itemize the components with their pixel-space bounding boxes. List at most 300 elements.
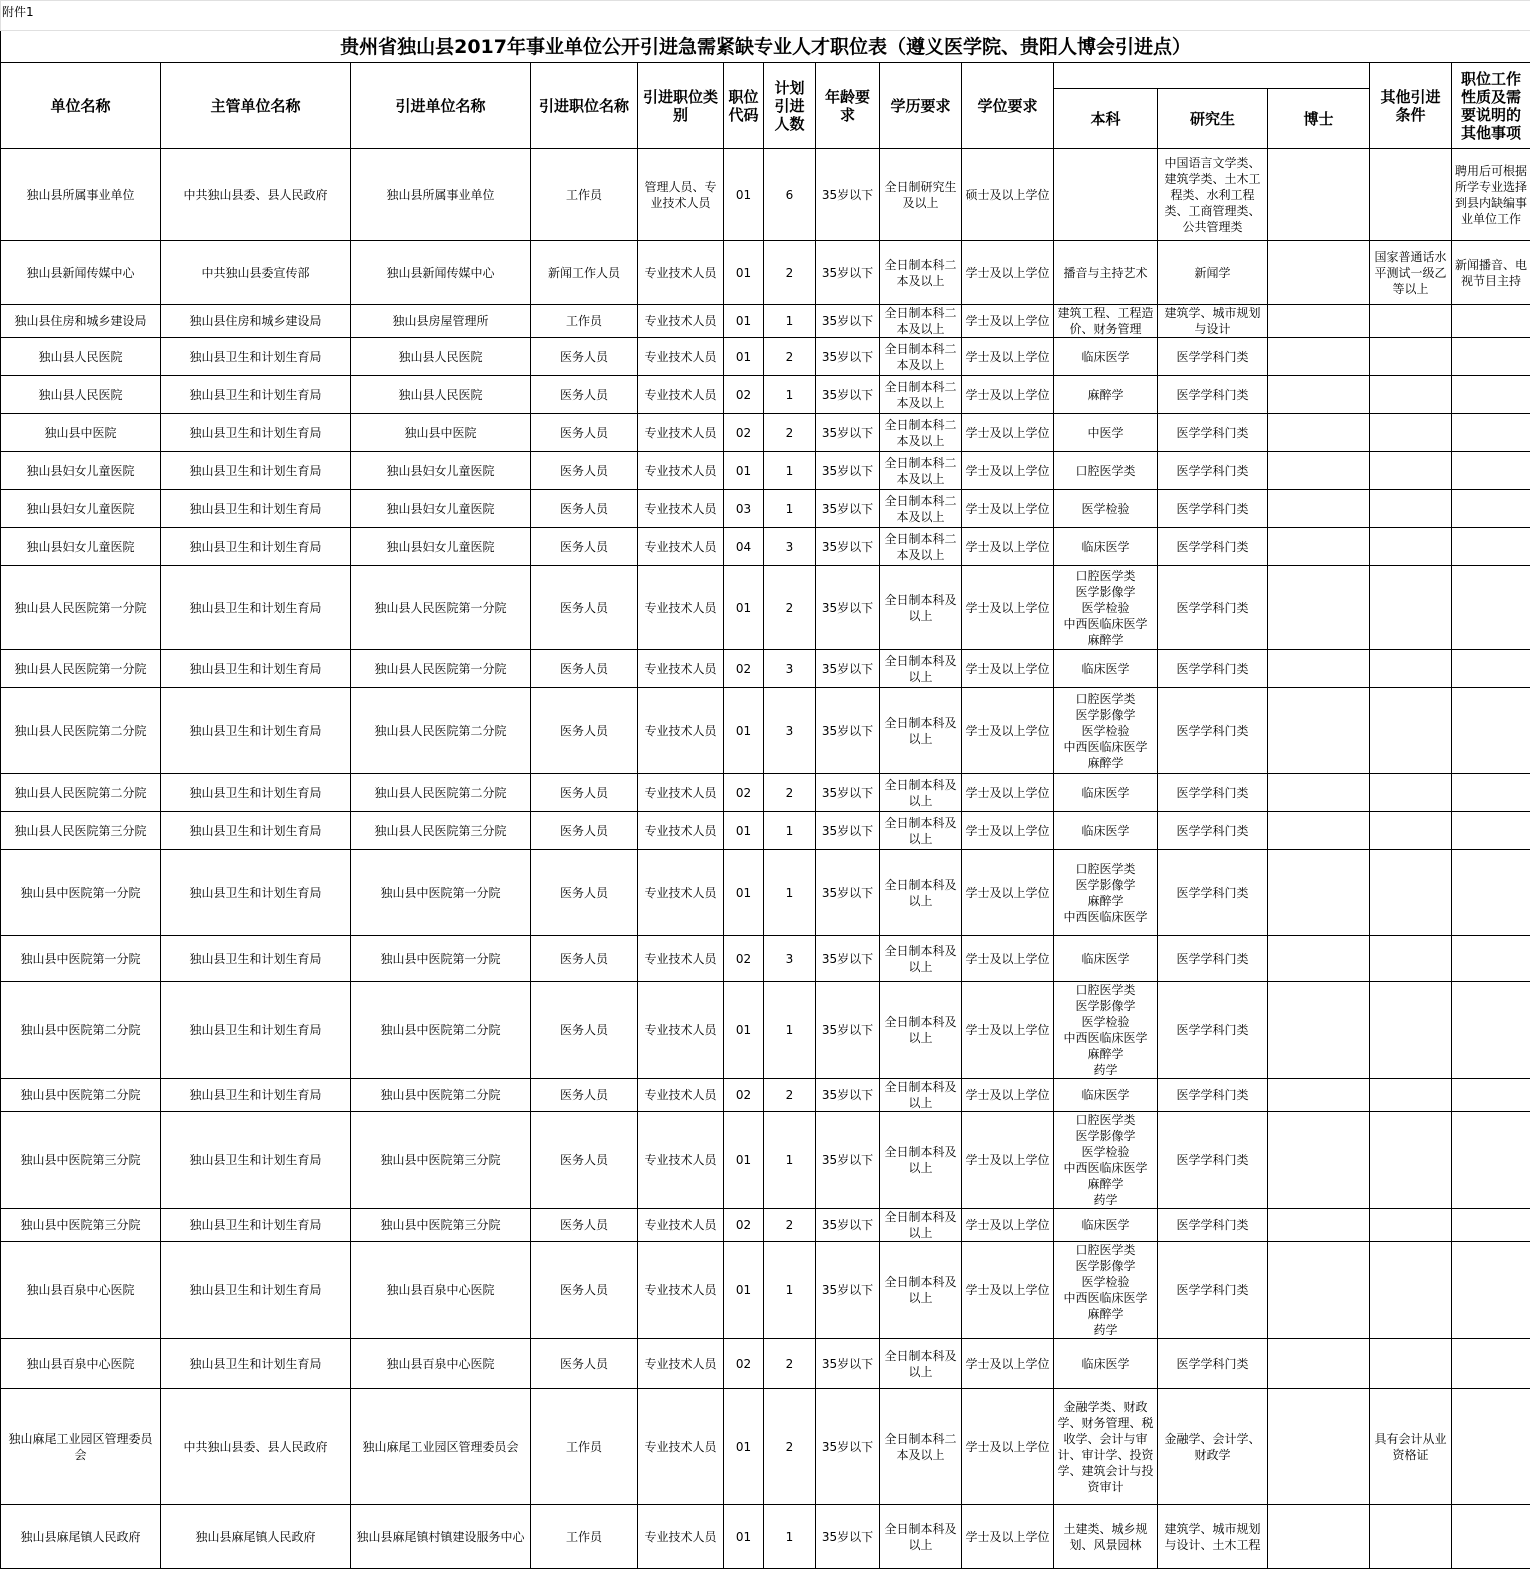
cell-degree: 学士及以上学位	[962, 1505, 1054, 1569]
cell-employer: 独山县中医院第一分院	[351, 850, 531, 936]
cell-employer: 独山县百泉中心医院	[351, 1242, 531, 1339]
cell-edu: 全日制本科及以上	[880, 650, 962, 688]
cell-type: 专业技术人员	[638, 528, 724, 566]
cell-code: 02	[724, 1079, 764, 1112]
cell-employer: 独山县中医院第二分院	[351, 982, 531, 1079]
cell-doctor	[1268, 1339, 1370, 1389]
cell-employer: 独山县麻尾镇村镇建设服务中心	[351, 1505, 531, 1569]
cell-count: 1	[764, 452, 816, 490]
cell-type: 专业技术人员	[638, 1079, 724, 1112]
cell-notes	[1452, 376, 1530, 414]
cell-code: 01	[724, 305, 764, 338]
cell-edu: 全日制本科及以上	[880, 688, 962, 774]
cell-type: 专业技术人员	[638, 338, 724, 376]
cell-unit: 独山县中医院第三分院	[1, 1209, 161, 1242]
cell-post: 工作员	[531, 1389, 638, 1505]
cell-bachelor: 临床医学	[1054, 1339, 1158, 1389]
cell-type: 专业技术人员	[638, 566, 724, 650]
cell-type: 专业技术人员	[638, 850, 724, 936]
cell-code: 02	[724, 650, 764, 688]
table-row	[1, 376, 1530, 414]
cell-unit: 独山县麻尾镇人民政府	[1, 1505, 161, 1569]
cell-unit: 独山县中医院第三分院	[1, 1112, 161, 1209]
cell-notes	[1452, 528, 1530, 566]
table-row	[1, 305, 1530, 338]
cell-edu: 全日制本科二本及以上	[880, 414, 962, 452]
cell-code: 01	[724, 338, 764, 376]
cell-count: 1	[764, 1242, 816, 1339]
cell-other	[1370, 414, 1452, 452]
cell-type: 专业技术人员	[638, 1505, 724, 1569]
cell-master: 中国语言文学类、建筑学类、土木工程类、水利工程类、工商管理类、公共管理类	[1158, 149, 1268, 241]
cell-degree: 学士及以上学位	[962, 1339, 1054, 1389]
cell-type: 专业技术人员	[638, 1389, 724, 1505]
cell-code: 01	[724, 452, 764, 490]
cell-supervisor: 独山县卫生和计划生育局	[161, 452, 351, 490]
cell-master: 金融学、会计学、财政学	[1158, 1389, 1268, 1505]
cell-age: 35岁以下	[816, 650, 880, 688]
cell-other	[1370, 1339, 1452, 1389]
cell-doctor	[1268, 566, 1370, 650]
cell-other: 国家普通话水平测试一级乙等以上	[1370, 241, 1452, 305]
cell-employer: 独山县百泉中心医院	[351, 1339, 531, 1389]
cell-doctor	[1268, 1112, 1370, 1209]
table-row	[1, 241, 1530, 305]
cell-code: 04	[724, 528, 764, 566]
cell-type: 管理人员、专业技术人员	[638, 149, 724, 241]
header-employer: 引进单位名称	[351, 63, 531, 149]
cell-supervisor: 独山县卫生和计划生育局	[161, 936, 351, 982]
cell-doctor	[1268, 490, 1370, 528]
table-row	[1, 1112, 1530, 1209]
cell-employer: 独山县妇女儿童医院	[351, 528, 531, 566]
header-degree: 学位要求	[962, 63, 1054, 149]
cell-doctor	[1268, 850, 1370, 936]
cell-unit: 独山县百泉中心医院	[1, 1339, 161, 1389]
cell-age: 35岁以下	[816, 1242, 880, 1339]
cell-edu: 全日制本科二本及以上	[880, 305, 962, 338]
cell-supervisor: 独山县卫生和计划生育局	[161, 338, 351, 376]
header-post-name: 引进职位名称	[531, 63, 638, 149]
cell-code: 02	[724, 1209, 764, 1242]
cell-edu: 全日制本科二本及以上	[880, 1389, 962, 1505]
cell-notes	[1452, 812, 1530, 850]
cell-master: 建筑学、城市规划与设计、土木工程	[1158, 1505, 1268, 1569]
cell-doctor	[1268, 688, 1370, 774]
cell-doctor	[1268, 774, 1370, 812]
cell-code: 01	[724, 1389, 764, 1505]
cell-degree: 学士及以上学位	[962, 850, 1054, 936]
cell-supervisor: 独山县卫生和计划生育局	[161, 490, 351, 528]
cell-doctor	[1268, 1505, 1370, 1569]
cell-code: 02	[724, 414, 764, 452]
cell-code: 01	[724, 1505, 764, 1569]
cell-edu: 全日制本科二本及以上	[880, 452, 962, 490]
cell-bachelor: 麻醉学	[1054, 376, 1158, 414]
cell-bachelor: 口腔医学类 医学影像学 麻醉学 中西医临床医学	[1054, 850, 1158, 936]
cell-employer: 独山县人民医院第三分院	[351, 812, 531, 850]
cell-post: 医务人员	[531, 338, 638, 376]
cell-employer: 独山县所属事业单位	[351, 149, 531, 241]
cell-bachelor: 临床医学	[1054, 812, 1158, 850]
table-row	[1, 982, 1530, 1079]
cell-edu: 全日制本科二本及以上	[880, 528, 962, 566]
header-age: 年龄要求	[816, 63, 880, 149]
table-row	[1, 1339, 1530, 1389]
cell-age: 35岁以下	[816, 850, 880, 936]
cell-doctor	[1268, 936, 1370, 982]
cell-type: 专业技术人员	[638, 812, 724, 850]
cell-degree: 学士及以上学位	[962, 812, 1054, 850]
cell-master: 医学学科门类	[1158, 688, 1268, 774]
cell-bachelor: 临床医学	[1054, 936, 1158, 982]
cell-degree: 学士及以上学位	[962, 1209, 1054, 1242]
cell-age: 35岁以下	[816, 414, 880, 452]
cell-code: 01	[724, 982, 764, 1079]
cell-post: 工作员	[531, 1505, 638, 1569]
cell-code: 01	[724, 812, 764, 850]
cell-doctor	[1268, 338, 1370, 376]
table-row	[1, 1505, 1530, 1569]
cell-age: 35岁以下	[816, 1079, 880, 1112]
cell-master: 医学学科门类	[1158, 528, 1268, 566]
table-row	[1, 850, 1530, 936]
cell-post: 医务人员	[531, 566, 638, 650]
cell-notes	[1452, 774, 1530, 812]
cell-supervisor: 独山县卫生和计划生育局	[161, 566, 351, 650]
cell-employer: 独山县妇女儿童医院	[351, 452, 531, 490]
cell-degree: 学士及以上学位	[962, 305, 1054, 338]
cell-code: 02	[724, 376, 764, 414]
cell-post: 医务人员	[531, 1209, 638, 1242]
cell-post: 医务人员	[531, 1242, 638, 1339]
cell-doctor	[1268, 305, 1370, 338]
cell-supervisor: 中共独山县委、县人民政府	[161, 1389, 351, 1505]
cell-employer: 独山县房屋管理所	[351, 305, 531, 338]
cell-other	[1370, 566, 1452, 650]
cell-master: 医学学科门类	[1158, 1242, 1268, 1339]
page-title: 贵州省独山县2017年事业单位公开引进急需紧缺专业人才职位表（遵义医学院、贵阳人博会引进点）	[1, 31, 1530, 63]
cell-supervisor: 独山县卫生和计划生育局	[161, 1079, 351, 1112]
cell-degree: 学士及以上学位	[962, 1242, 1054, 1339]
cell-count: 1	[764, 305, 816, 338]
cell-degree: 硕士及以上学位	[962, 149, 1054, 241]
table-row	[1, 338, 1530, 376]
cell-notes	[1452, 850, 1530, 936]
cell-count: 1	[764, 376, 816, 414]
cell-edu: 全日制本科及以上	[880, 936, 962, 982]
cell-type: 专业技术人员	[638, 774, 724, 812]
cell-other	[1370, 936, 1452, 982]
cell-count: 1	[764, 490, 816, 528]
cell-supervisor: 独山县卫生和计划生育局	[161, 774, 351, 812]
cell-bachelor: 临床医学	[1054, 1079, 1158, 1112]
cell-count: 1	[764, 1505, 816, 1569]
cell-master: 医学学科门类	[1158, 490, 1268, 528]
cell-post: 医务人员	[531, 528, 638, 566]
cell-age: 35岁以下	[816, 1209, 880, 1242]
cell-supervisor: 中共独山县委、县人民政府	[161, 149, 351, 241]
cell-edu: 全日制本科及以上	[880, 566, 962, 650]
cell-count: 1	[764, 812, 816, 850]
cell-employer: 独山县人民医院	[351, 338, 531, 376]
cell-type: 专业技术人员	[638, 490, 724, 528]
cell-other	[1370, 338, 1452, 376]
cell-age: 35岁以下	[816, 376, 880, 414]
cell-bachelor: 金融学类、财政学、财务管理、税收学、会计与审计、审计学、投资学、建筑会计与投资审计	[1054, 1389, 1158, 1505]
cell-notes	[1452, 1112, 1530, 1209]
cell-count: 3	[764, 688, 816, 774]
cell-count: 6	[764, 149, 816, 241]
cell-notes	[1452, 982, 1530, 1079]
cell-age: 35岁以下	[816, 982, 880, 1079]
cell-post: 医务人员	[531, 774, 638, 812]
cell-bachelor: 口腔医学类 医学影像学 医学检验 中西医临床医学 麻醉学	[1054, 688, 1158, 774]
cell-post: 医务人员	[531, 490, 638, 528]
cell-other	[1370, 774, 1452, 812]
cell-notes	[1452, 566, 1530, 650]
cell-employer: 独山县中医院第三分院	[351, 1112, 531, 1209]
cell-age: 35岁以下	[816, 1339, 880, 1389]
attachment-row	[1, 1, 1530, 31]
cell-age: 35岁以下	[816, 774, 880, 812]
cell-other	[1370, 982, 1452, 1079]
cell-bachelor: 口腔医学类	[1054, 452, 1158, 490]
cell-count: 3	[764, 528, 816, 566]
cell-type: 专业技术人员	[638, 688, 724, 774]
cell-degree: 学士及以上学位	[962, 1079, 1054, 1112]
cell-other	[1370, 812, 1452, 850]
cell-master: 医学学科门类	[1158, 1079, 1268, 1112]
header-supervisor: 主管单位名称	[161, 63, 351, 149]
cell-age: 35岁以下	[816, 812, 880, 850]
cell-post: 医务人员	[531, 1079, 638, 1112]
cell-type: 专业技术人员	[638, 376, 724, 414]
cell-notes: 新闻播音、电视节目主持	[1452, 241, 1530, 305]
cell-doctor	[1268, 982, 1370, 1079]
cell-degree: 学士及以上学位	[962, 982, 1054, 1079]
cell-edu: 全日制本科及以上	[880, 982, 962, 1079]
cell-notes	[1452, 1209, 1530, 1242]
header-doctor: 博士	[1268, 89, 1370, 149]
cell-count: 2	[764, 774, 816, 812]
cell-other: 具有会计从业资格证	[1370, 1389, 1452, 1505]
cell-count: 2	[764, 338, 816, 376]
cell-bachelor: 口腔医学类 医学影像学 医学检验 中西医临床医学 麻醉学 药学	[1054, 982, 1158, 1079]
cell-edu: 全日制本科二本及以上	[880, 490, 962, 528]
cell-notes	[1452, 452, 1530, 490]
cell-age: 35岁以下	[816, 490, 880, 528]
cell-notes	[1452, 1389, 1530, 1505]
cell-supervisor: 独山县卫生和计划生育局	[161, 414, 351, 452]
attachment-label: 附件1	[2, 3, 34, 20]
cell-notes: 聘用后可根据所学专业选择到县内缺编事业单位工作	[1452, 149, 1530, 241]
header-post-type: 引进职位类别	[638, 63, 724, 149]
cell-post: 医务人员	[531, 1339, 638, 1389]
cell-supervisor: 独山县麻尾镇人民政府	[161, 1505, 351, 1569]
cell-supervisor: 独山县卫生和计划生育局	[161, 850, 351, 936]
cell-unit: 独山县中医院第一分院	[1, 850, 161, 936]
cell-edu: 全日制本科及以上	[880, 1505, 962, 1569]
cell-master: 医学学科门类	[1158, 936, 1268, 982]
cell-notes	[1452, 936, 1530, 982]
cell-type: 专业技术人员	[638, 936, 724, 982]
cell-age: 35岁以下	[816, 566, 880, 650]
cell-notes	[1452, 1339, 1530, 1389]
cell-edu: 全日制本科及以上	[880, 1339, 962, 1389]
cell-master: 医学学科门类	[1158, 376, 1268, 414]
table-row	[1, 1079, 1530, 1112]
cell-notes	[1452, 490, 1530, 528]
cell-doctor	[1268, 1242, 1370, 1339]
cell-supervisor: 独山县卫生和计划生育局	[161, 688, 351, 774]
cell-master: 医学学科门类	[1158, 982, 1268, 1079]
cell-unit: 独山县人民医院第二分院	[1, 774, 161, 812]
header-notes: 职位工作性质及需要说明的其他事项	[1452, 63, 1530, 149]
header-major-group	[1054, 63, 1370, 89]
cell-post: 工作员	[531, 149, 638, 241]
cell-employer: 独山县人民医院第二分院	[351, 774, 531, 812]
cell-degree: 学士及以上学位	[962, 1112, 1054, 1209]
cell-other	[1370, 1112, 1452, 1209]
cell-employer: 独山县人民医院第一分院	[351, 650, 531, 688]
header-code: 职位代码	[724, 63, 764, 149]
cell-master: 医学学科门类	[1158, 1209, 1268, 1242]
cell-type: 专业技术人员	[638, 414, 724, 452]
table-row	[1, 812, 1530, 850]
cell-edu: 全日制研究生及以上	[880, 149, 962, 241]
cell-doctor	[1268, 1389, 1370, 1505]
cell-doctor	[1268, 812, 1370, 850]
table-row	[1, 452, 1530, 490]
cell-notes	[1452, 1079, 1530, 1112]
cell-doctor	[1268, 650, 1370, 688]
cell-post: 医务人员	[531, 414, 638, 452]
cell-bachelor: 临床医学	[1054, 650, 1158, 688]
cell-bachelor: 中医学	[1054, 414, 1158, 452]
header-count: 计划引进人数	[764, 63, 816, 149]
cell-notes	[1452, 338, 1530, 376]
cell-code: 02	[724, 1339, 764, 1389]
cell-unit: 独山县中医院第二分院	[1, 1079, 161, 1112]
cell-edu: 全日制本科及以上	[880, 812, 962, 850]
cell-other	[1370, 850, 1452, 936]
cell-post: 医务人员	[531, 936, 638, 982]
cell-employer: 独山麻尾工业园区管理委员会	[351, 1389, 531, 1505]
cell-type: 专业技术人员	[638, 241, 724, 305]
cell-employer: 独山县中医院第二分院	[351, 1079, 531, 1112]
cell-age: 35岁以下	[816, 528, 880, 566]
table-row	[1, 149, 1530, 241]
cell-other	[1370, 149, 1452, 241]
cell-degree: 学士及以上学位	[962, 452, 1054, 490]
cell-count: 2	[764, 1389, 816, 1505]
cell-code: 01	[724, 566, 764, 650]
cell-unit: 独山麻尾工业园区管理委员会	[1, 1389, 161, 1505]
cell-notes	[1452, 688, 1530, 774]
cell-master: 医学学科门类	[1158, 414, 1268, 452]
cell-doctor	[1268, 414, 1370, 452]
cell-edu: 全日制本科二本及以上	[880, 376, 962, 414]
cell-other	[1370, 1505, 1452, 1569]
cell-post: 医务人员	[531, 650, 638, 688]
cell-type: 专业技术人员	[638, 1339, 724, 1389]
cell-degree: 学士及以上学位	[962, 1389, 1054, 1505]
cell-supervisor: 独山县卫生和计划生育局	[161, 650, 351, 688]
cell-master: 医学学科门类	[1158, 850, 1268, 936]
header-master: 研究生	[1158, 89, 1268, 149]
cell-age: 35岁以下	[816, 149, 880, 241]
cell-age: 35岁以下	[816, 1112, 880, 1209]
table-row	[1, 1209, 1530, 1242]
cell-count: 2	[764, 1079, 816, 1112]
cell-degree: 学士及以上学位	[962, 566, 1054, 650]
cell-count: 3	[764, 650, 816, 688]
cell-edu: 全日制本科及以上	[880, 850, 962, 936]
table-row	[1, 688, 1530, 774]
cell-bachelor: 播音与主持艺术	[1054, 241, 1158, 305]
cell-unit: 独山县妇女儿童医院	[1, 490, 161, 528]
table-row	[1, 774, 1530, 812]
cell-employer: 独山县中医院	[351, 414, 531, 452]
cell-unit: 独山县中医院第二分院	[1, 982, 161, 1079]
cell-count: 3	[764, 936, 816, 982]
cell-notes	[1452, 414, 1530, 452]
cell-employer: 独山县妇女儿童医院	[351, 490, 531, 528]
cell-master: 医学学科门类	[1158, 338, 1268, 376]
cell-master: 新闻学	[1158, 241, 1268, 305]
cell-employer: 独山县人民医院	[351, 376, 531, 414]
cell-count: 2	[764, 566, 816, 650]
cell-unit: 独山县人民医院第二分院	[1, 688, 161, 774]
cell-doctor	[1268, 452, 1370, 490]
cell-master: 医学学科门类	[1158, 650, 1268, 688]
cell-code: 02	[724, 774, 764, 812]
cell-count: 1	[764, 1112, 816, 1209]
cell-doctor	[1268, 241, 1370, 305]
cell-other	[1370, 688, 1452, 774]
cell-unit: 独山县人民医院	[1, 338, 161, 376]
cell-edu: 全日制本科及以上	[880, 1242, 962, 1339]
table-row	[1, 1389, 1530, 1505]
cell-employer: 独山县中医院第三分院	[351, 1209, 531, 1242]
cell-master: 建筑学、城市规划与设计	[1158, 305, 1268, 338]
cell-employer: 独山县人民医院第一分院	[351, 566, 531, 650]
cell-code: 01	[724, 1112, 764, 1209]
cell-other	[1370, 305, 1452, 338]
cell-other	[1370, 1209, 1452, 1242]
cell-bachelor: 医学检验	[1054, 490, 1158, 528]
cell-unit: 独山县人民医院第三分院	[1, 812, 161, 850]
cell-other	[1370, 650, 1452, 688]
cell-type: 专业技术人员	[638, 452, 724, 490]
cell-post: 医务人员	[531, 812, 638, 850]
cell-code: 03	[724, 490, 764, 528]
table-row	[1, 528, 1530, 566]
cell-other	[1370, 452, 1452, 490]
cell-age: 35岁以下	[816, 338, 880, 376]
cell-doctor	[1268, 1079, 1370, 1112]
cell-degree: 学士及以上学位	[962, 338, 1054, 376]
cell-count: 1	[764, 850, 816, 936]
cell-supervisor: 独山县卫生和计划生育局	[161, 1209, 351, 1242]
cell-age: 35岁以下	[816, 688, 880, 774]
cell-bachelor: 临床医学	[1054, 528, 1158, 566]
cell-unit: 独山县人民医院	[1, 376, 161, 414]
cell-supervisor: 独山县卫生和计划生育局	[161, 1112, 351, 1209]
table-row	[1, 650, 1530, 688]
cell-age: 35岁以下	[816, 936, 880, 982]
